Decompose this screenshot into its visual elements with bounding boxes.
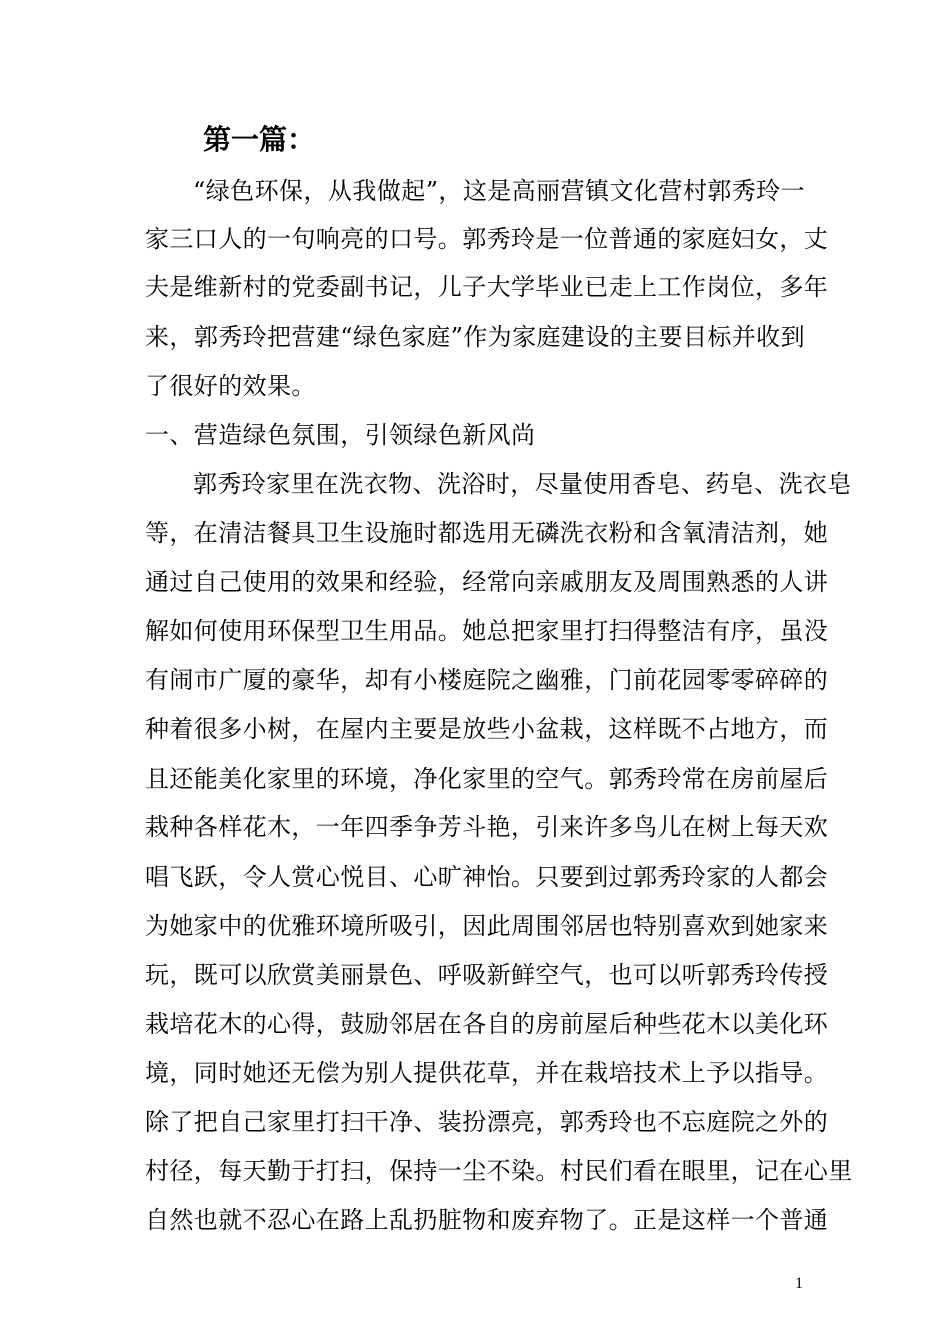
paragraph-line: 夫是维新村的党委副书记，儿子大学毕业已走上工作岗位，多年 xyxy=(145,273,829,301)
document-heading: 第一篇： xyxy=(203,123,316,156)
paragraph-line: 栽种各样花木，一年四季争芳斗艳，引来许多鸟儿在树上每天欢 xyxy=(145,813,829,841)
paragraph-line: 来，郭秀玲把营建“绿色家庭”作为家庭建设的主要目标并收到 xyxy=(145,323,805,351)
paragraph-line: 为她家中的优雅环境所吸引，因此周围邻居也特别喜欢到她家来 xyxy=(145,912,829,940)
paragraph-line: 栽培花木的心得，鼓励邻居在各自的房前屋后种些花木以美化环 xyxy=(145,1010,829,1038)
paragraph-line: 解如何使用环保型卫生用品。她总把家里打扫得整洁有序，虽没 xyxy=(145,617,829,645)
paragraph-line: 通过自己使用的效果和经验，经常向亲戚朋友及周围熟悉的人讲 xyxy=(145,568,829,596)
paragraph-line: 有闹市广厦的豪华，却有小楼庭院之幽雅，门前花园零零碎碎的 xyxy=(145,666,829,694)
paragraph-line: 村径，每天勤于打扫，保持一尘不染。村民们看在眼里，记在心里 xyxy=(145,1157,853,1185)
paragraph-line: 境，同时她还无偿为别人提供花草，并在栽培技术上予以指导。 xyxy=(145,1059,829,1087)
paragraph-line: 自然也就不忍心在路上乱扔脏物和废弃物了。正是这样一个普通 xyxy=(145,1206,829,1234)
paragraph-line: 郭秀玲家里在洗衣物、洗浴时，尽量使用香皂、药皂、洗衣皂 xyxy=(193,470,852,498)
paragraph-line: 等，在清洁餐具卫生设施时都选用无磷洗衣粉和含氧清洁剂，她 xyxy=(145,519,829,547)
page-number: 1 xyxy=(795,1275,803,1292)
section-heading: 一、营造绿色氛围，引领绿色新风尚 xyxy=(145,421,536,449)
paragraph-line: 且还能美化家里的环境，净化家里的空气。郭秀玲常在房前屋后 xyxy=(145,765,829,793)
paragraph-line: 唱飞跃，令人赏心悦目、心旷神怡。只要到过郭秀玲家的人都会 xyxy=(145,863,829,891)
paragraph-line: 除了把自己家里打扫干净、装扮漂亮，郭秀玲也不忘庭院之外的 xyxy=(145,1108,829,1136)
paragraph-line: 家三口人的一句响亮的口号。郭秀玲是一位普通的家庭妇女，丈 xyxy=(145,225,829,253)
paragraph-line: 玩，既可以欣赏美丽景色、呼吸新鲜空气，也可以听郭秀玲传授 xyxy=(145,961,829,989)
paragraph-line: “绿色环保，从我做起”，这是高丽营镇文化营村郭秀玲一 xyxy=(193,177,805,205)
paragraph-line: 种着很多小树，在屋内主要是放些小盆栽，这样既不占地方，而 xyxy=(145,715,829,743)
paragraph-line: 了很好的效果。 xyxy=(145,372,316,400)
